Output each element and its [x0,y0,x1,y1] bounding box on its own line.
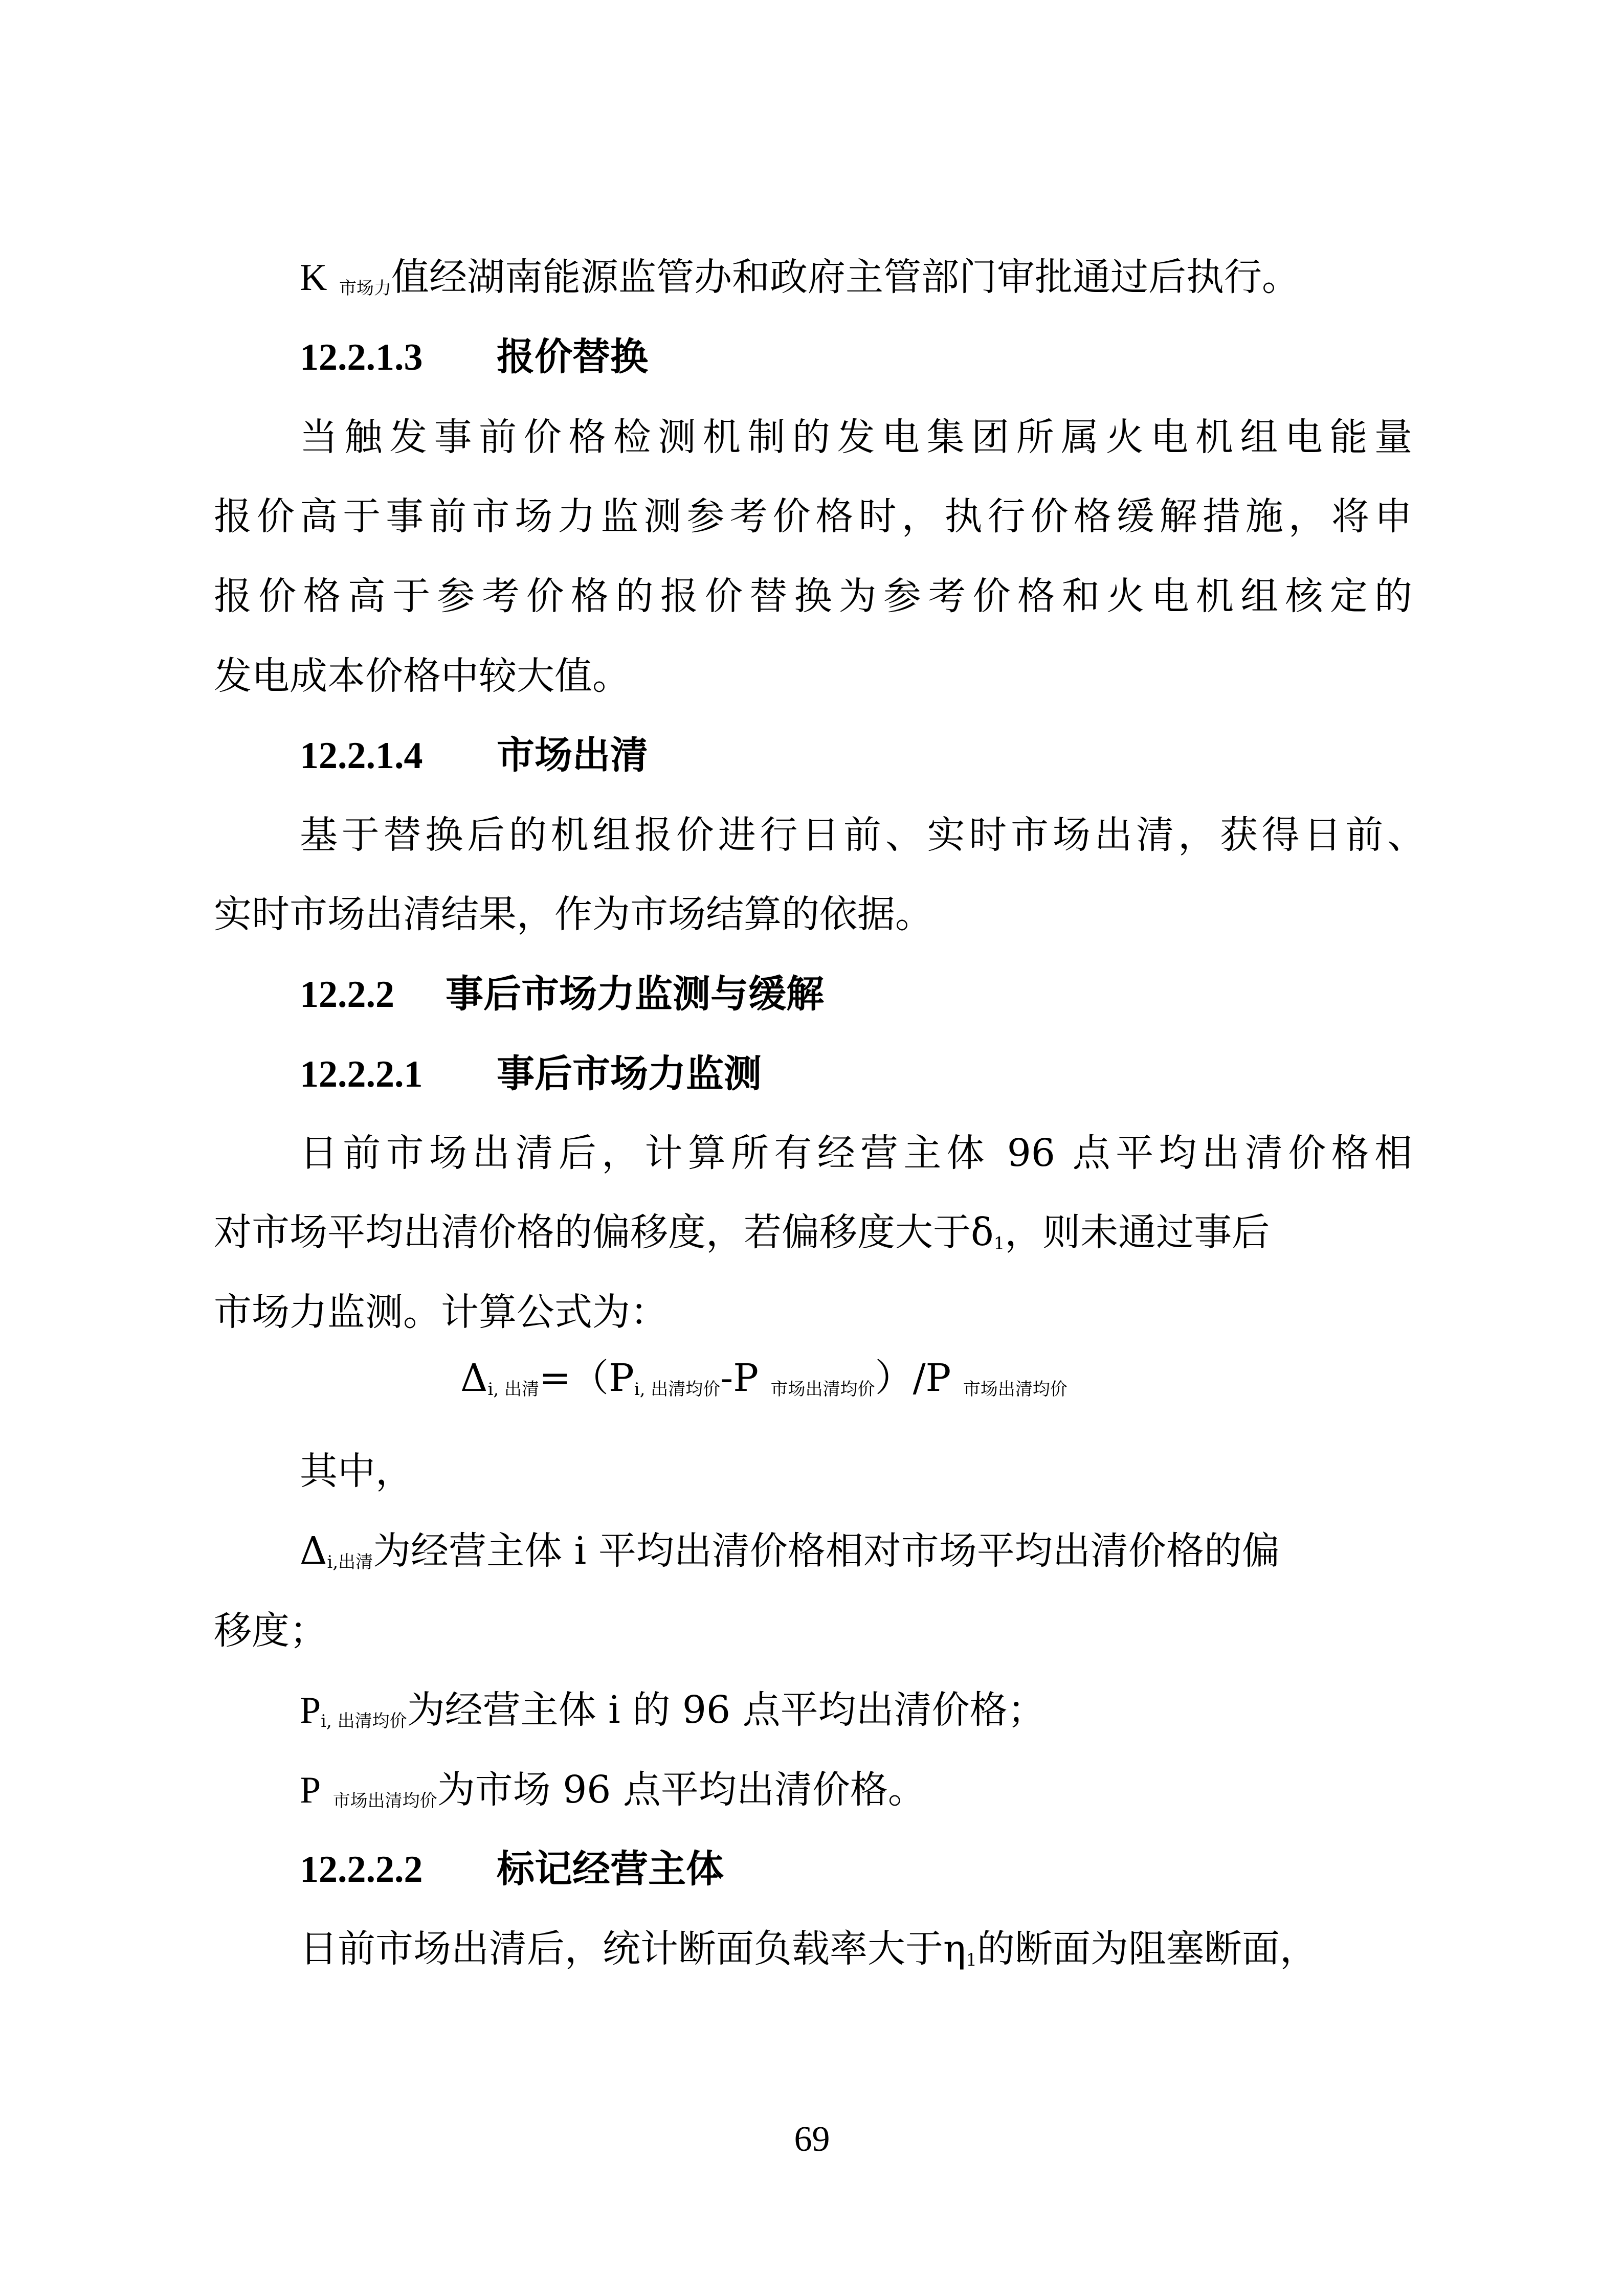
paragraph-line [214,491,1412,542]
text: 报价高于事前市场力监测参考价格时，执行价格缓解措施，将申 [214,494,1412,538]
text: P [300,1769,321,1811]
paragraph-line [300,412,1412,463]
paragraph-line [300,1684,1045,1743]
text: 为经营主体 i 的 96 点平均出清价格； [407,1688,1045,1732]
formula [460,1350,1067,1413]
text: ）/P [875,1356,951,1400]
section-heading [300,331,648,383]
paragraph-line: 实时市场出清结果，作为市场结算的依据。 [214,892,933,936]
text: 基于替换后的机组报价进行日前、实时市场出清，获得日前、 [300,813,1425,857]
section-heading [300,1843,724,1895]
paragraph-line [300,1764,926,1822]
section-title: 事后市场力监测与缓解 [446,972,824,1016]
subscript: 市场出清均价 [332,1791,437,1811]
text: -P [720,1356,759,1400]
section-number: 12.2.1.4 [300,735,423,777]
paragraph-line [214,1207,1270,1265]
paragraph-line [300,1923,1318,1982]
subscript: i, 出清均价 [321,1711,407,1731]
text: 为经营主体 i 平均出清价格相对市场平均出清价格的偏 [373,1529,1280,1573]
text: 对市场平均出清价格的偏移度，若偏移度大于δ [214,1210,994,1254]
section-title: 事后市场力监测 [497,1052,762,1096]
subscript: i, 出清均价 [634,1379,721,1400]
text: =（P [539,1356,634,1400]
paragraph-line [300,809,1425,861]
section-heading [300,969,824,1020]
text: P [300,1690,321,1731]
subscript: 1 [993,1233,1005,1254]
text: 报价格高于参考价格的报价替换为参考价格和火电机组核定的 [214,574,1412,618]
text: K [300,257,327,299]
delta-symbol: Δ [460,1356,488,1400]
section-title: 市场出清 [497,733,648,777]
subscript: 市场出清均价 [963,1379,1067,1400]
delta-symbol: Δ [300,1529,327,1573]
subscript: i,出清 [327,1552,373,1572]
section-number: 12.2.2 [300,974,394,1016]
page-number: 69 [794,2120,830,2159]
text: 日前市场出清后，统计断面负载率大于η [300,1927,966,1971]
text: 为市场 96 点平均出清价格。 [437,1768,926,1812]
section-heading [300,1048,762,1100]
paragraph-line [300,1525,1280,1584]
paragraph-line [214,571,1412,622]
section-number: 12.2.2.1 [300,1053,423,1095]
section-title: 报价替换 [497,335,648,379]
paragraph-line: 其中， [300,1449,413,1493]
subscript: 1 [966,1950,977,1970]
text: 值经湖南能源监管办和政府主管部门审批通过后执行。 [391,255,1300,299]
section-heading [300,730,648,781]
subscript: 市场出清均价 [770,1379,875,1400]
text: 的断面为阻塞断面， [976,1927,1318,1971]
section-title: 标记经营主体 [497,1847,724,1891]
text: 日前市场出清后，计算所有经营主体 96 点平均出清价格相 [300,1131,1412,1175]
paragraph-line [300,1128,1412,1179]
paragraph-line: 移度； [214,1609,327,1653]
paragraph-line [300,252,1300,310]
paragraph-line: 发电成本价格中较大值。 [214,654,630,698]
section-number: 12.2.1.3 [300,336,423,378]
text: ，则未通过事后 [1005,1210,1270,1254]
paragraph-line: 市场力监测。计算公式为： [214,1290,668,1334]
subscript: i, 出清 [487,1379,539,1400]
text: 当触发事前价格检测机制的发电集团所属火电机组电能量 [300,415,1412,459]
section-number: 12.2.2.2 [300,1849,423,1890]
subscript: 市场力 [339,278,391,299]
